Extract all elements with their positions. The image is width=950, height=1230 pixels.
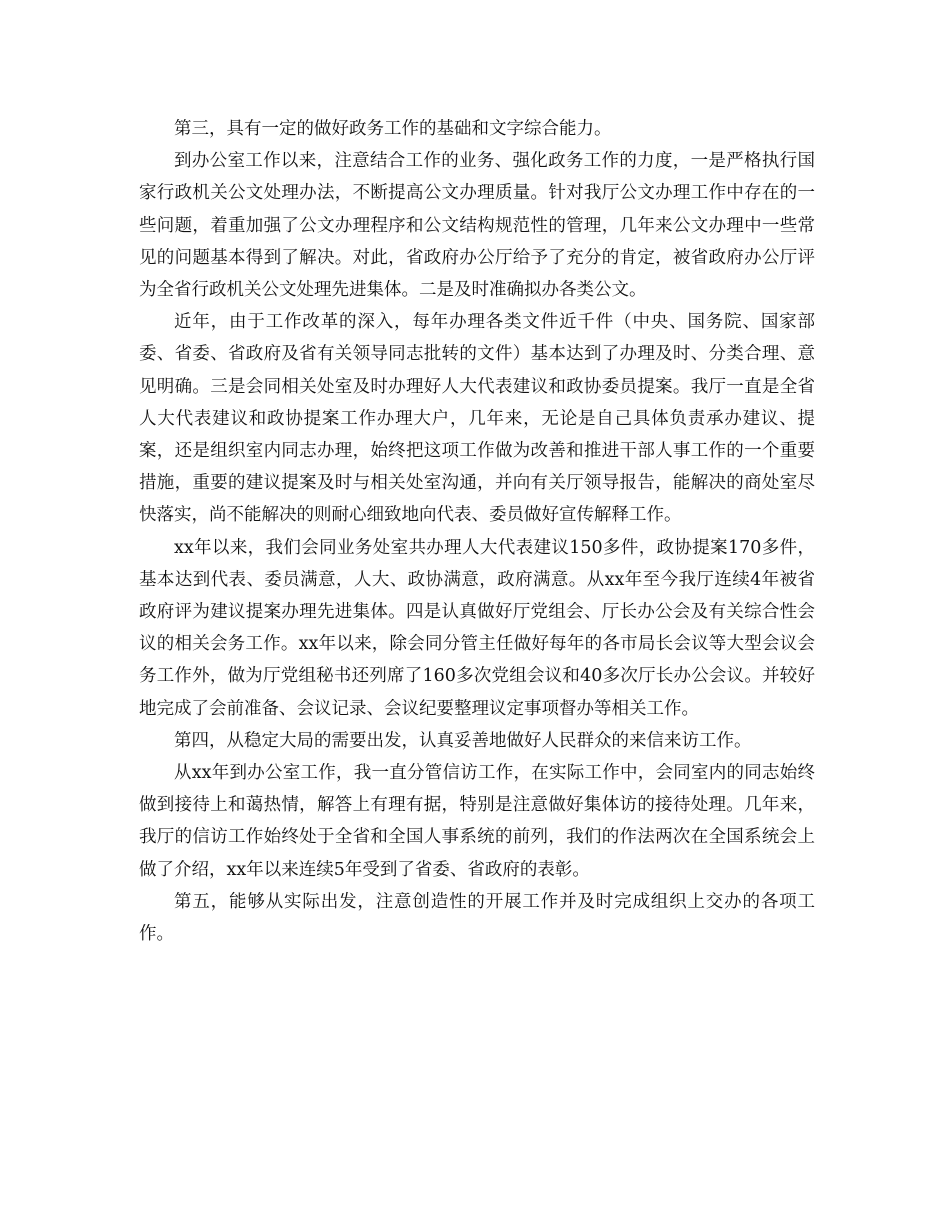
document-body [139, 113, 815, 950]
paragraph: 近年，由于工作改革的深入，每年办理各类文件近千件（中央、国务院、国家部委、省委、省政府及省有关领导同志批转的文件）基本达到了办理及时、分类合理、意见明确。三是会同相关处室及时办理好人大代表建议和政协委员提案。我厅一直是全省人大代表建议和政协提案工作办理大户，几年来，无论是自己具体负责承办建议、提案，还是组织室内同志办理，始终把这项工作做为改善和推进干部人事工作的一个重要措施，重要的建议提案及时与相关处室沟通，并向有关厅领导报告，能解决的商处室尽快落实，尚不能解决的则耐心细致地向代表、委员做好宣传解释工作。 [139, 312, 815, 526]
paragraph: xx年以来，我们会同业务处室共办理人大代表建议150多件，政协提案170多件，基本达到代表、委员满意，人大、政协满意，政府满意。从xx年至今我厅连续4年被省政府评为建议提案办理先进集体。四是认真做好厅党组会、厅长办公会及有关综合性会议的相关会务工作。xx年以来，除会同分管主任做好每年的各市局长会议等大型会议会务工作外，做为厅党组秘书还列席了160多次党组会议和40多次厅长办公会议。并较好地完成了会前准备、会议记录、会议纪要整理议定事项督办等相关工作。 [139, 537, 815, 719]
paragraph: 第四，从稳定大局的需要出发，认真妥善地做好人民群众的来信来访工作。 [174, 730, 752, 751]
paragraph: 到办公室工作以来，注意结合工作的业务、强化政务工作的力度，一是严格执行国家行政机关公文处理办法，不断提高公文办理质量。针对我厅公文办理工作中存在的一些问题，着重加强了公文办理程序和公文结构规范性的管理，几年来公文办理中一些常见的问题基本得到了解决。对此，省政府办公厅给予了充分的肯定，被省政府办公厅评为全省行政机关公文处理先进集体。二是及时准确拟办各类公文。 [139, 151, 815, 301]
paragraph: 第三，具有一定的做好政务工作的基础和文字综合能力。 [174, 119, 612, 139]
paragraph: 第五，能够从实际出发，注意创造性的开展工作并及时完成组织上交办的各项工作。 [139, 891, 815, 945]
paragraph: 从xx年到办公室工作，我一直分管信访工作，在实际工作中，会同室内的同志始终做到接待上和蔼热情，解答上有理有据，特别是注意做好集体访的接待处理。几年来，我厅的信访工作始终处于全省和全国人事系统的前列，我们的作法两次在全国系统会上做了介绍，xx年以来连续5年受到了省委、省政府的表彰。 [139, 763, 815, 880]
